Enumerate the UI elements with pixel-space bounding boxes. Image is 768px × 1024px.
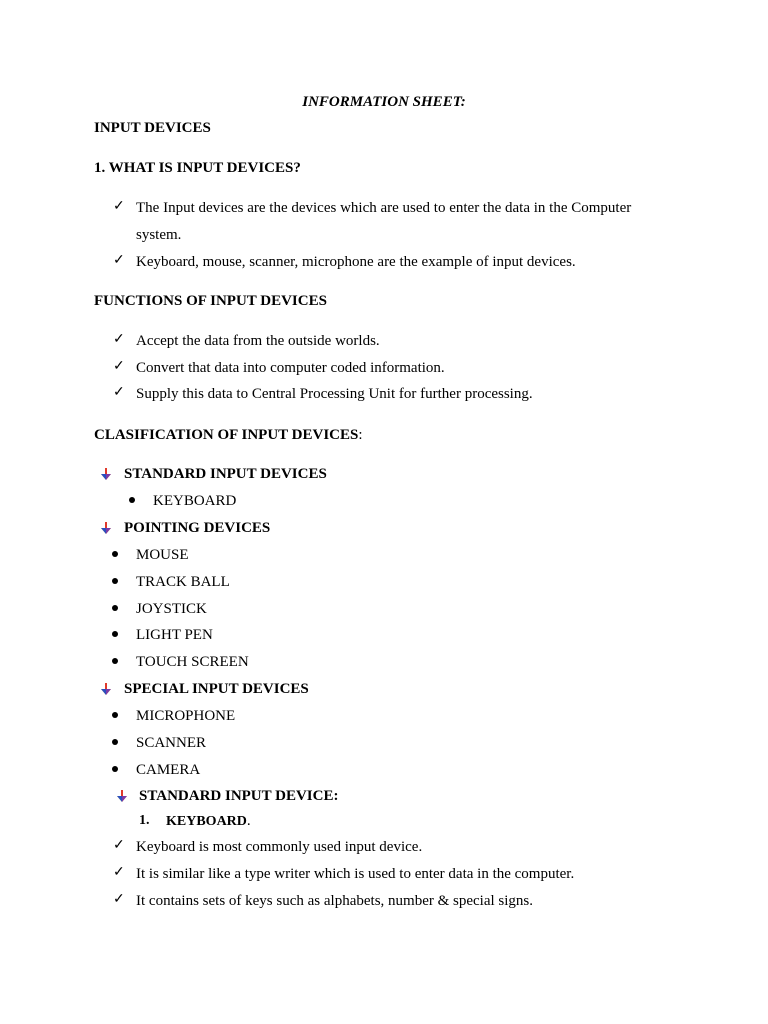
- section-heading-functions: FUNCTIONS OF INPUT DEVICES: [94, 293, 327, 309]
- sub-heading-suffix: .: [246, 813, 251, 829]
- section-heading-classification: [94, 426, 363, 444]
- section-heading-suffix: :: [358, 427, 363, 443]
- bullet-dot: [112, 712, 118, 718]
- list-item: The Input devices are the devices which are used to enter the data in the Computer: [136, 200, 632, 216]
- list-item: Keyboard is most commonly used input device.: [136, 839, 423, 855]
- arrow-bullet-icon: [100, 468, 112, 480]
- check-icon: ✓: [113, 892, 125, 907]
- bullet-dot: [112, 739, 118, 745]
- list-item: Supply this data to Central Processing Unit for further processing.: [136, 386, 533, 402]
- list-item: CAMERA: [136, 762, 201, 778]
- list-item: LIGHT PEN: [136, 627, 213, 643]
- list-item: TRACK BALL: [136, 574, 230, 590]
- list-item: KEYBOARD: [153, 493, 237, 509]
- arrow-bullet-icon: [116, 790, 128, 802]
- section-heading-standard-device: STANDARD INPUT DEVICE:: [139, 788, 339, 804]
- check-icon: ✓: [113, 199, 125, 214]
- list-item: It is similar like a type writer which is used to enter data in the computer.: [136, 866, 575, 882]
- group-label-standard: STANDARD INPUT DEVICES: [124, 466, 327, 482]
- list-item: TOUCH SCREEN: [136, 654, 249, 670]
- group-label-special: SPECIAL INPUT DEVICES: [124, 681, 309, 697]
- sub-heading-keyboard: [166, 812, 251, 831]
- page-title: INFORMATION SHEET:: [302, 94, 466, 110]
- list-item: Keyboard, mouse, scanner, microphone are the example of input devices.: [136, 254, 576, 270]
- check-icon: ✓: [113, 865, 125, 880]
- list-item: Convert that data into computer coded information.: [136, 360, 445, 376]
- group-label-pointing: POINTING DEVICES: [124, 520, 271, 536]
- bullet-dot: [112, 551, 118, 557]
- check-icon: ✓: [113, 253, 125, 268]
- check-icon: ✓: [113, 359, 125, 374]
- list-item: SCANNER: [136, 735, 207, 751]
- list-item: JOYSTICK: [136, 601, 207, 617]
- list-item: MOUSE: [136, 547, 189, 563]
- bullet-dot: [112, 631, 118, 637]
- section-heading-what-is: 1. WHAT IS INPUT DEVICES?: [94, 160, 301, 176]
- list-item: MICROPHONE: [136, 708, 236, 724]
- subject-heading: INPUT DEVICES: [94, 120, 211, 136]
- check-icon: ✓: [113, 332, 125, 347]
- bullet-dot: [112, 578, 118, 584]
- bullet-dot: [112, 605, 118, 611]
- bullet-dot: [112, 766, 118, 772]
- arrow-bullet-icon: [100, 683, 112, 695]
- sub-heading-number: 1.: [139, 813, 150, 828]
- list-item: Accept the data from the outside worlds.: [136, 333, 380, 349]
- check-icon: ✓: [113, 838, 125, 853]
- list-item: It contains sets of keys such as alphabets, number & special signs.: [136, 893, 534, 909]
- sub-heading-label: KEYBOARD: [166, 814, 247, 829]
- bullet-dot: [112, 658, 118, 664]
- bullet-dot: [129, 497, 135, 503]
- check-icon: ✓: [113, 385, 125, 400]
- list-item-continuation: system.: [136, 227, 182, 243]
- arrow-bullet-icon: [100, 522, 112, 534]
- section-heading-text: CLASIFICATION OF INPUT DEVICES: [94, 427, 359, 443]
